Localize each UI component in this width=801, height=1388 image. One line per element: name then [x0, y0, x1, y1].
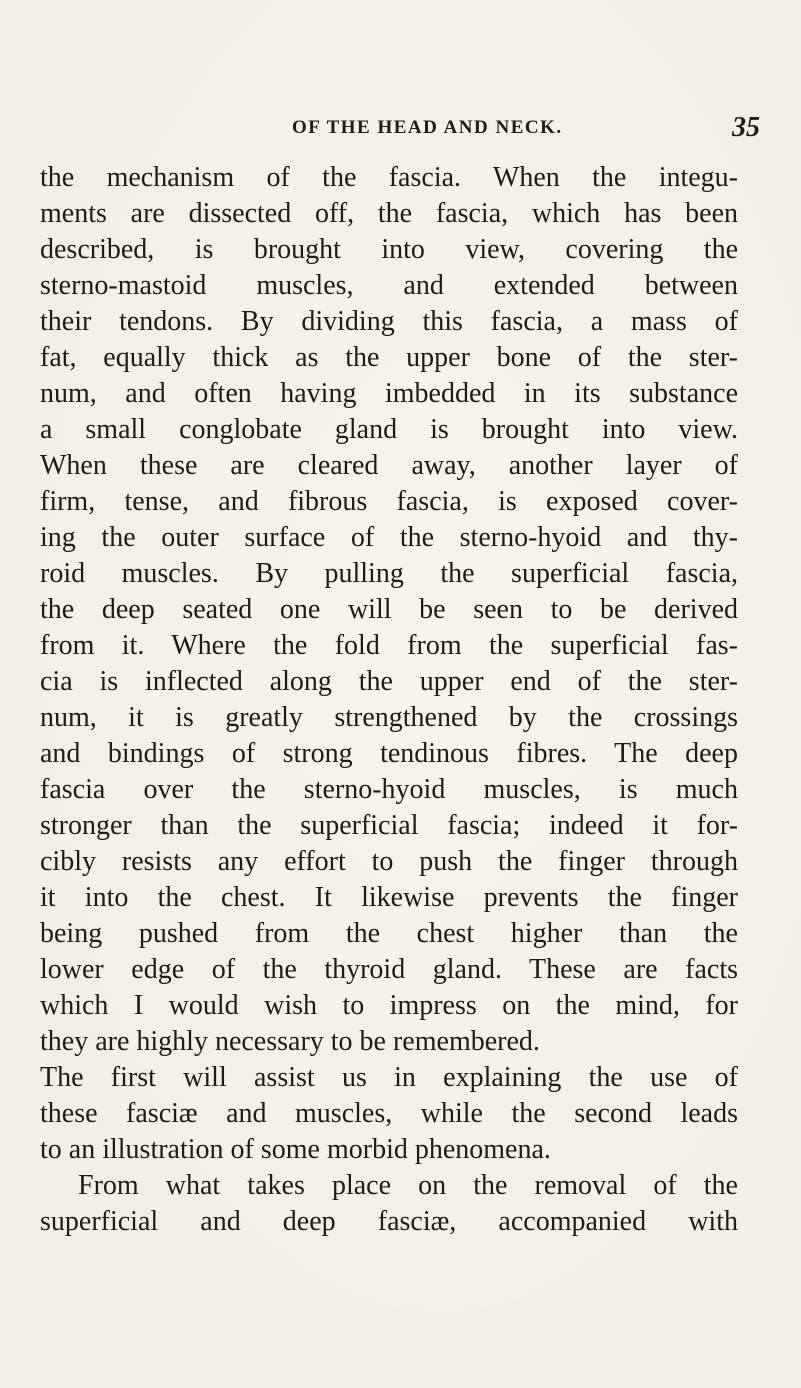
- text-line: they are highly necessary to be remembered.: [40, 1026, 540, 1057]
- text-line: firm, tense, and fibrous fascia, is exposed cover-: [40, 486, 738, 517]
- running-head: [0, 112, 801, 144]
- text-line: When these are cleared away, another layer of: [40, 450, 738, 481]
- text-line: described, is brought into view, covering the: [40, 234, 738, 265]
- text-line: from it. Where the fold from the superficial fas-: [40, 630, 738, 661]
- text-line: being pushed from the chest higher than the: [40, 918, 738, 949]
- text-line: roid muscles. By pulling the superficial fascia,: [40, 558, 738, 589]
- text-line: these fasciæ and muscles, while the second leads: [40, 1098, 738, 1129]
- text-line: the deep seated one will be seen to be derived: [40, 594, 738, 625]
- text-line: ments are dissected off, the fascia, which has been: [40, 198, 738, 229]
- text-line: their tendons. By dividing this fascia, a mass of: [40, 306, 738, 337]
- text-line: the mechanism of the fascia. When the integu-: [40, 162, 738, 193]
- text-line: and bindings of strong tendinous fibres. The deep: [40, 738, 738, 769]
- text-line: fascia over the sterno-hyoid muscles, is much: [40, 774, 738, 805]
- running-title: OF THE HEAD AND NECK.: [292, 117, 563, 138]
- text-line: a small conglobate gland is brought into view.: [40, 414, 738, 445]
- text-line: which I would wish to impress on the mind, for: [40, 990, 738, 1021]
- text-line: superficial and deep fasciæ, accompanied with: [40, 1206, 738, 1237]
- text-line: it into the chest. It likewise prevents the finger: [40, 882, 738, 913]
- text-line: lower edge of the thyroid gland. These are facts: [40, 954, 738, 985]
- text-line: to an illustration of some morbid phenomena.: [40, 1134, 551, 1165]
- text-line: sterno-mastoid muscles, and extended between: [40, 270, 738, 301]
- text-line: The first will assist us in explaining the use of: [40, 1062, 738, 1093]
- text-line: cia is inflected along the upper end of the ster-: [40, 666, 738, 697]
- text-line: num, it is greatly strengthened by the crossings: [40, 702, 738, 733]
- text-line: From what takes place on the removal of the: [78, 1170, 738, 1201]
- text-line: num, and often having imbedded in its substance: [40, 378, 738, 409]
- page-number: 35: [732, 112, 760, 143]
- text-line: cibly resists any effort to push the finger through: [40, 846, 738, 877]
- text-line: ing the outer surface of the sterno-hyoid and thy-: [40, 522, 738, 553]
- text-line: fat, equally thick as the upper bone of the ster-: [40, 342, 738, 373]
- text-line: stronger than the superficial fascia; indeed it for-: [40, 810, 738, 841]
